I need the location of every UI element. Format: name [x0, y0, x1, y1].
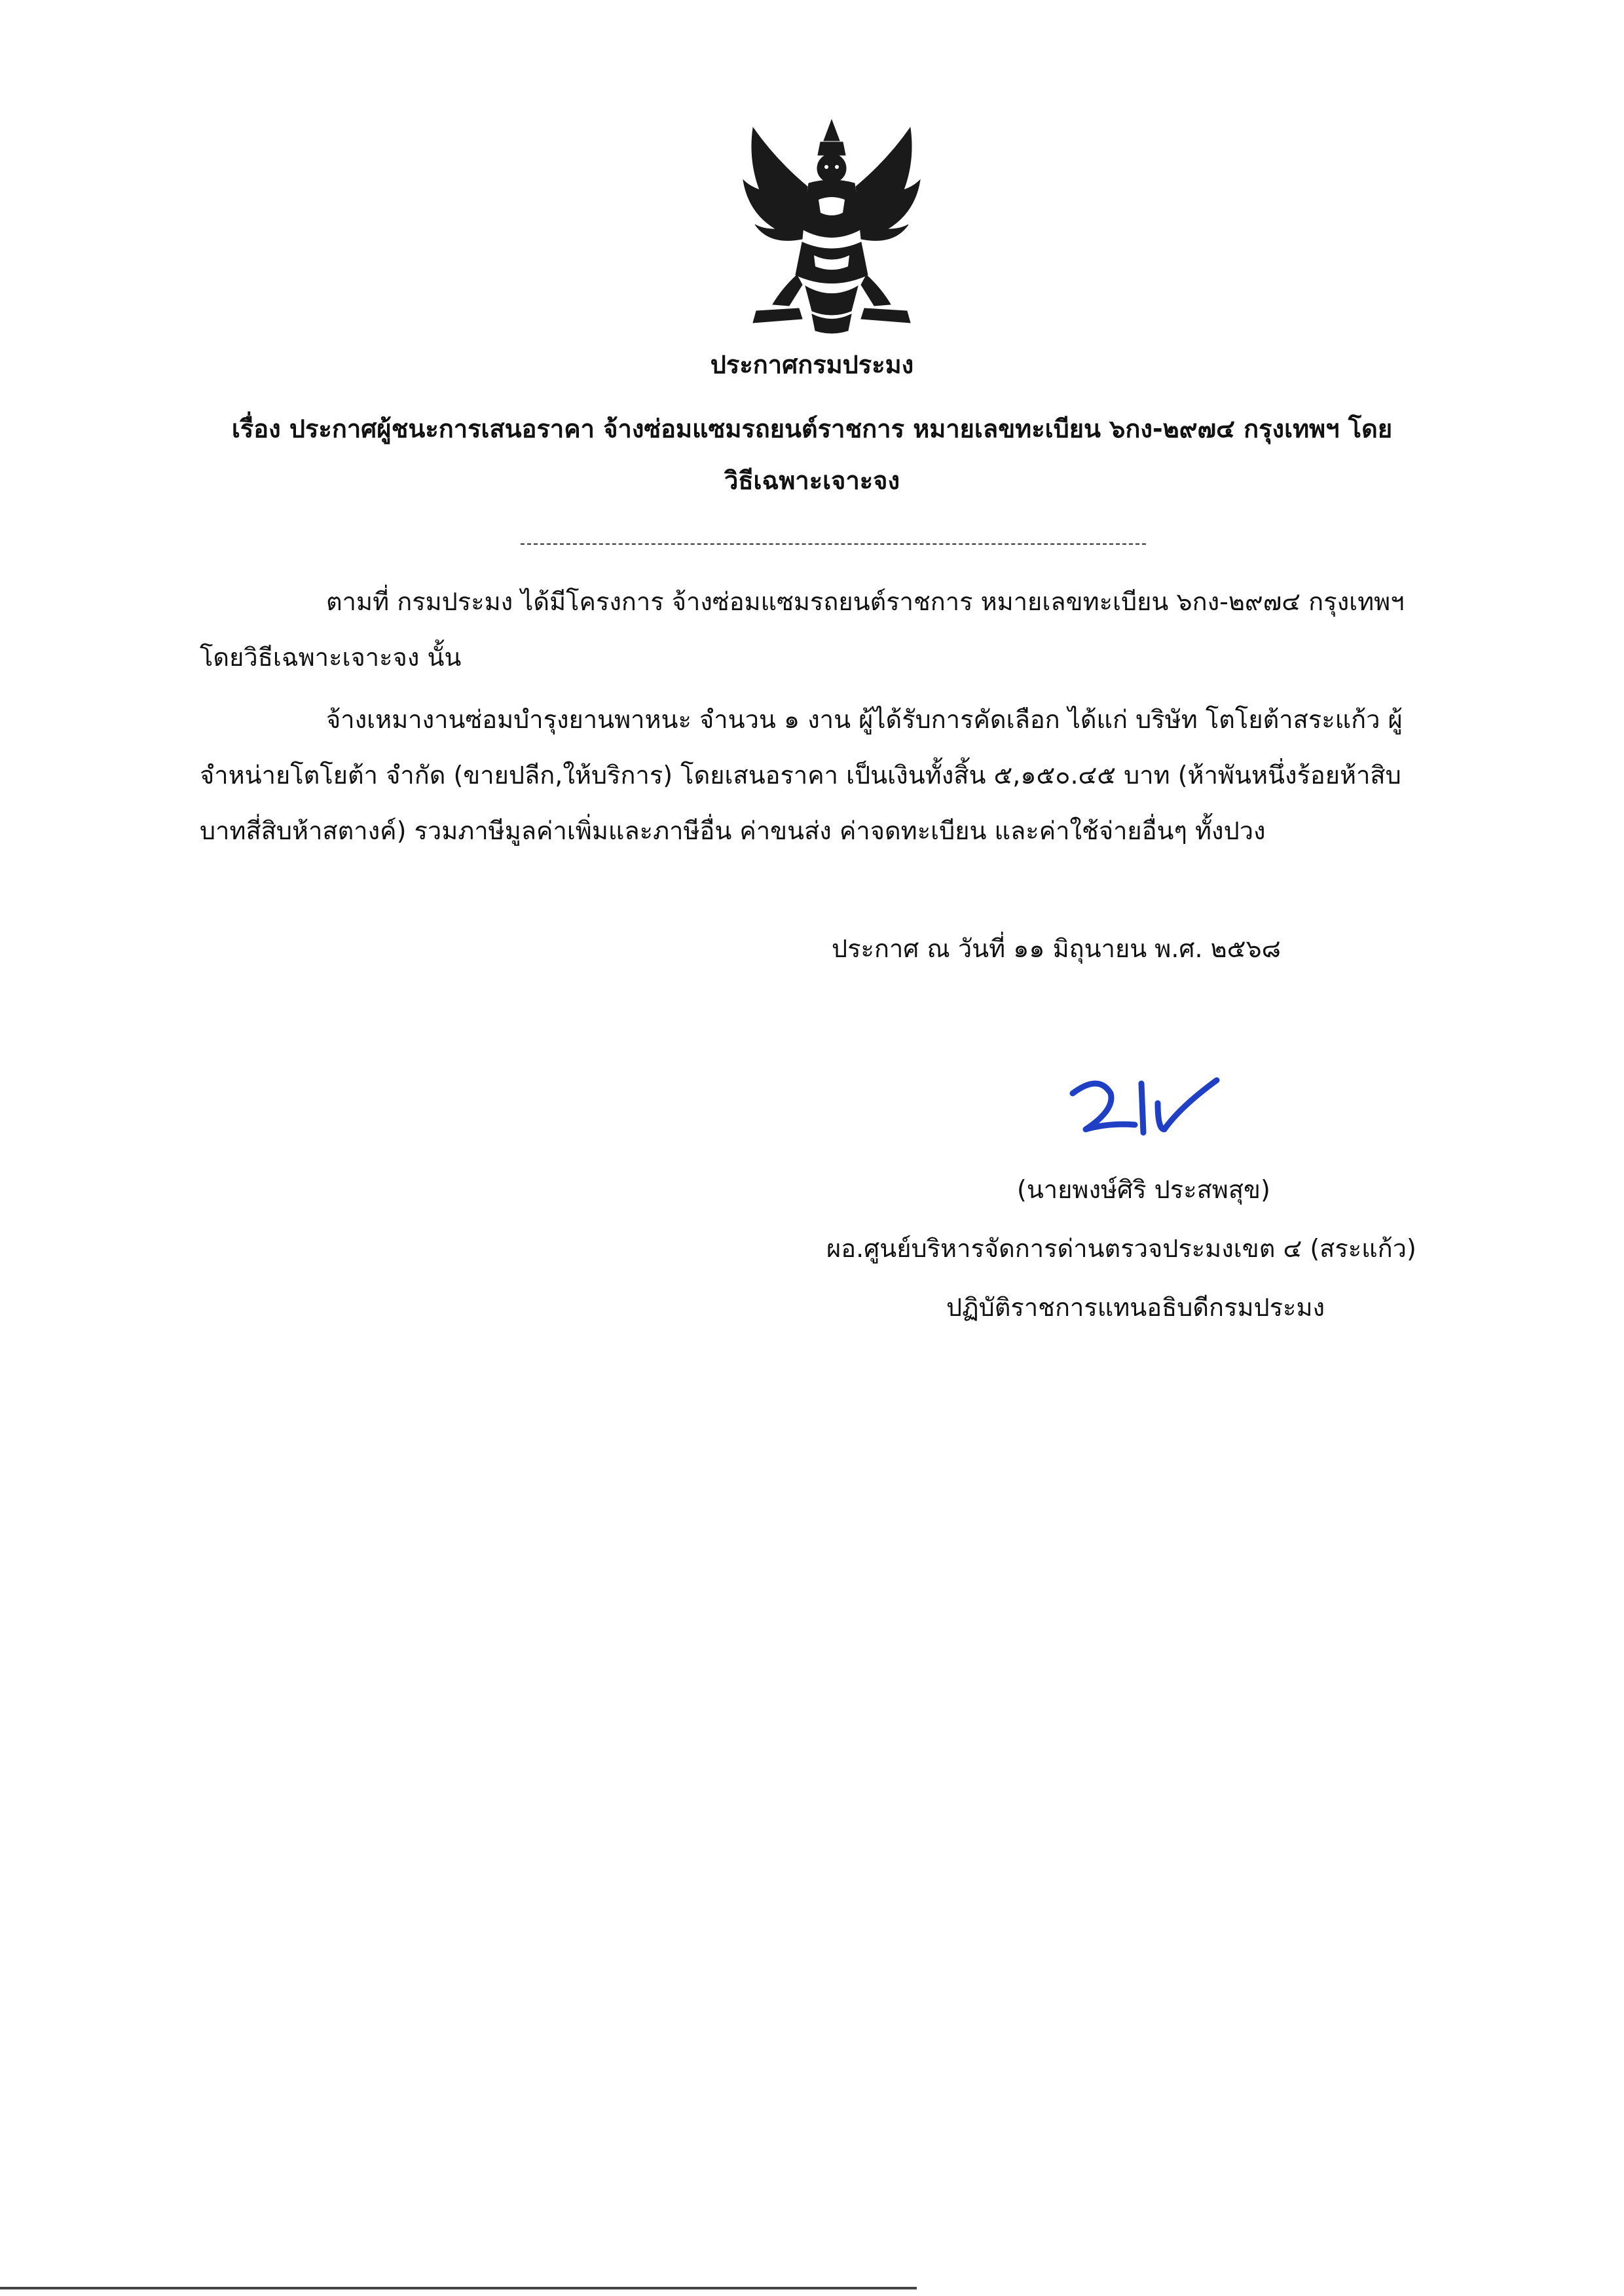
paragraph-1-line-2: โดยวิธีเฉพาะเจาะจง นั้น [200, 643, 462, 672]
paragraph-1-line-1: ตามที่ กรมประมง ได้มีโครงการ จ้างซ่อมแซมรถยนต์ราชการ หมายเลขทะเบียน ๖กง-๒๙๗๔ กรุงเทพฯ [326, 587, 1405, 616]
subject-line-1: เรื่อง ประกาศผู้ชนะการเสนอราคา จ้างซ่อมแซมรถยนต์ราชการ หมายเลขทะเบียน ๖กง-๒๙๗๔ กรุงเทพฯ โดย [231, 414, 1393, 443]
signatory-position: ผอ.ศูนย์บริหารจัดการด่านตรวจประมงเขต ๔ (สระแก้ว) [826, 1234, 1416, 1263]
announcement-title: ประกาศกรมประมง [710, 350, 914, 379]
title-divider [521, 543, 1146, 545]
garuda-emblem-icon [737, 115, 927, 337]
signatory-name: (นายพงษ์ศิริ ประสพสุข) [1017, 1175, 1270, 1204]
signature-mark [1060, 1067, 1230, 1152]
signatory-acting: ปฏิบัติราชการแทนอธิบดีกรมประมง [946, 1293, 1325, 1322]
paragraph-2-line-3: บาทสี่สิบห้าสตางค์) รวมภาษีมูลค่าเพิ่มและภาษีอื่น ค่าขนส่ง ค่าจดทะเบียน และค่าใช้จ่ายอื่นๆ ทั้งปวง [200, 816, 1266, 845]
paragraph-2-line-1: จ้างเหมางานซ่อมบำรุงยานพาหนะ จำนวน ๑ งาน ผู้ได้รับการคัดเลือก ได้แก่ บริษัท โตโยต้าสระแก้ว ผู้ [326, 705, 1403, 734]
announcement-date: ประกาศ ณ วันที่ ๑๑ มิถุนายน พ.ศ. ๒๕๖๘ [832, 934, 1281, 963]
paragraph-2-line-2: จำหน่ายโตโยต้า จำกัด (ขายปลีก,ให้บริการ) โดยเสนอราคา เป็นเงินทั้งสิ้น ๕,๑๕๐.๔๕ บาท (ห้าพันหนึ่งร้อยห้าสิบ [200, 761, 1401, 790]
subject-line-2: วิธีเฉพาะเจาะจง [724, 466, 900, 495]
scan-edge [0, 2287, 917, 2289]
